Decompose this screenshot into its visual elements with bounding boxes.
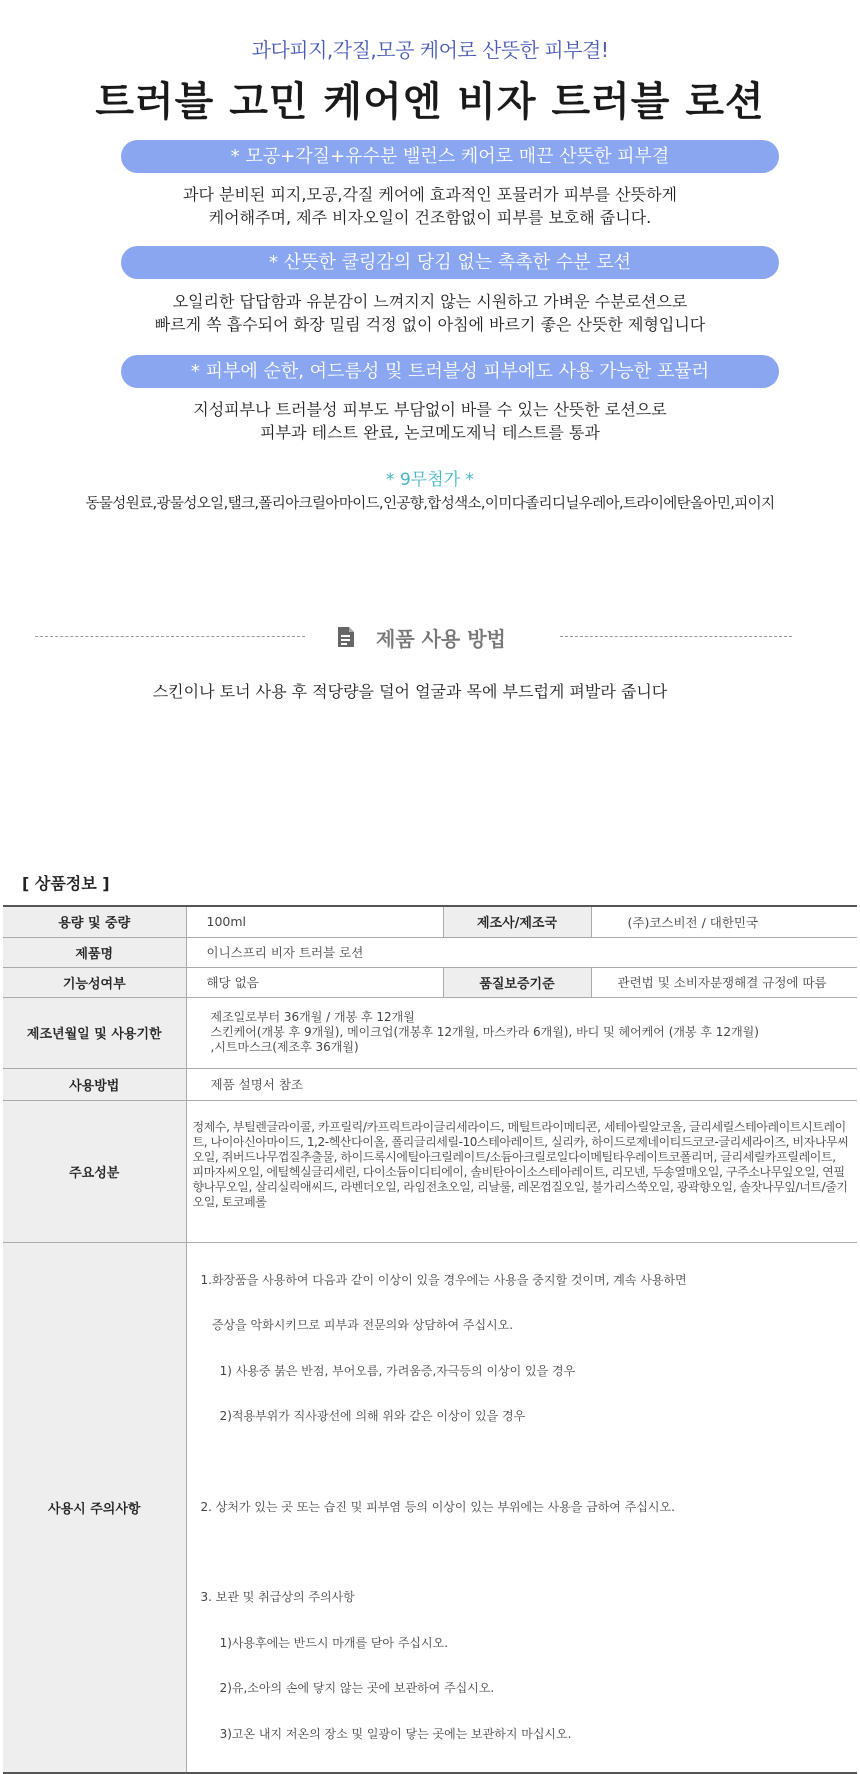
table-row	[3, 906, 857, 937]
ingredients-label: 주요성분	[3, 1100, 186, 1242]
caution-line: 2)적용부위가 직사광선에 의해 위와 같은 이상이 있을 경우	[200, 1409, 526, 1423]
caution-line: 3)고온 내지 저온의 장소 및 일광이 닿는 곳에는 보관하지 마십시오.	[200, 1726, 572, 1741]
caution-label: 사용시 주의사항	[3, 1242, 186, 1773]
table-row	[3, 967, 857, 997]
feature-desc-line: 케어해주며, 제주 비자오일이 건조함없이 피부를 보호해 줍니다.	[208, 208, 652, 227]
warranty-value: 관련법 및 소비자분쟁해결 규정에 따름	[591, 967, 857, 997]
product-info-table	[3, 905, 857, 1774]
feature-desc-1	[0, 183, 860, 229]
free-from-list: 동물성원료,광물성오일,탤크,폴리아크릴아마이드,인공향,합성색소,이미다졸리디닐우레아,트라이에탄올아민,피이지	[85, 496, 775, 512]
feature-desc-line: 빠르게 쏙 흡수되어 화장 밀림 걱정 없이 아침에 바르기 좋은 산뜻한 제형입니다	[154, 315, 706, 334]
expiry-line: 스킨케어(개봉 후 9개월), 메이크업(개봉후 12개월, 마스카라 6개월), 바디 및 헤어케어 (개봉 후 12개월)	[210, 1025, 759, 1039]
caution-line: 2. 상처가 있는 곳 또는 습진 및 피부염 등의 이상이 있는 부위에는 사용을 금하여 주십시오.	[200, 1499, 675, 1514]
expiry-line: ,시트마스크(제조후 36개월)	[210, 1040, 359, 1054]
usage-value: 제품 설명서 참조	[186, 1068, 857, 1100]
table-row	[3, 1068, 857, 1100]
usage-label: 사용방법	[3, 1068, 186, 1100]
howto-title: 제품 사용 방법	[376, 627, 506, 651]
caution-line: 2)유,소아의 손에 닿지 않는 곳에 보관하여 주십시오.	[200, 1681, 495, 1695]
table-row	[3, 997, 857, 1068]
caution-line: 1)사용후에는 반드시 마개를 닫아 주십시오.	[200, 1635, 449, 1650]
name-value: 이니스프리 비자 트러블 로션	[186, 937, 857, 967]
volume-value: 100ml	[186, 906, 443, 937]
howto-header	[0, 622, 860, 652]
caution-line: 증상을 악화시키므로 피부과 전문의와 상담하여 주십시오.	[200, 1318, 514, 1332]
feature-desc-3	[0, 398, 860, 444]
functional-label: 기능성여부	[3, 967, 186, 997]
feature-desc-line: 피부과 테스트 완료, 논코메도제닉 테스트를 통과	[260, 423, 600, 442]
howto-text: 스킨이나 토너 사용 후 적당량을 덜어 얼굴과 목에 부드럽게 펴발라 줍니다	[152, 682, 668, 701]
product-info-heading: [ 상품정보 ]	[22, 874, 110, 893]
caution-line: 3. 보관 및 취급상의 주의사항	[200, 1590, 355, 1604]
document-icon	[337, 626, 355, 648]
expiry-label: 제조년월일 및 사용기한	[3, 997, 186, 1068]
maker-value: (주)코스비전 / 대한민국	[591, 906, 857, 937]
caution-value	[186, 1242, 857, 1773]
feature-pill-1: * 모공+각질+유수분 밸런스 케어로 매끈 산뜻한 피부결	[121, 140, 779, 173]
free-from-title: * 9무첨가 *	[386, 470, 474, 490]
expiry-line: 제조일로부터 36개월 / 개봉 후 12개월	[210, 1010, 415, 1024]
name-label: 제품명	[3, 937, 186, 967]
table-row	[3, 1100, 857, 1242]
feature-desc-2	[0, 290, 860, 336]
expiry-value	[186, 997, 857, 1068]
feature-pill-2: * 산뜻한 쿨링감의 당김 없는 촉촉한 수분 로션	[121, 246, 779, 279]
table-row	[3, 1242, 857, 1773]
volume-label: 용량 및 중량	[3, 906, 186, 937]
table-row	[3, 937, 857, 967]
hero-subtitle: 과다피지,각질,모공 케어로 산뜻한 피부결!	[251, 38, 609, 62]
caution-line: 1.화장품을 사용하여 다음과 같이 이상이 있을 경우에는 사용을 중지할 것이며, 계속 사용하면	[200, 1272, 687, 1287]
ingredients-value: 정제수, 부틸렌글라이콜, 카프릴릭/카프릭트라이글리세라이드, 메틸트라이메티콘, 세테아릴알코올, 글리세릴스테아레이트시트레이트, 나이아신아마이드, 1,2-헥산다이올, 폴리글리세릴-10스테아레이트, 실리카, 하이드로제네이티드코코-글리세라이즈, 비자나무씨오일, 쥐버드나무껍질추출물, 하이드록시에틸아크릴레이트/소듐아크릴로일다이메틸타우레이트코폴리머, 글리세릴카프릴레이트, 피마자씨오일, 에틸헥실글리세린, 다이소듐이디티에이, 솔비탄아이소스테아레이트, 리모넨, 두송열매오일, 구주소나무잎오일, 연필향나무오일, 살리실릭애씨드, 라벤더오일, 라임전초오일, 리날룰, 레몬껍질오일, 불가리스쑥오일, 광곽향오일, 솔잣나무잎/너트/줄기오일, 토코페롤	[186, 1100, 857, 1242]
divider-left	[35, 636, 305, 637]
feature-pill-3: * 피부에 순한, 여드름성 및 트러블성 피부에도 사용 가능한 포뮬러	[121, 355, 779, 388]
feature-desc-line: 지성피부나 트러블성 피부도 부담없이 바를 수 있는 산뜻한 로션으로	[193, 400, 667, 419]
hero-title: 트러블 고민 케어엔 비자 트러블 로션	[95, 79, 765, 125]
feature-desc-line: 오일리한 답답함과 유분감이 느껴지지 않는 시원하고 가벼운 수분로션으로	[172, 292, 688, 311]
feature-desc-line: 과다 분비된 피지,모공,각질 케어에 효과적인 포뮬러가 피부를 산뜻하게	[183, 185, 677, 204]
functional-value: 해당 없음	[186, 967, 443, 997]
caution-line: 1) 사용중 붉은 반점, 부어오름, 가려움증,자극등의 이상이 있을 경우	[200, 1363, 576, 1378]
warranty-label: 품질보증기준	[443, 967, 591, 997]
maker-label: 제조사/제조국	[443, 906, 591, 937]
divider-right	[560, 636, 792, 637]
